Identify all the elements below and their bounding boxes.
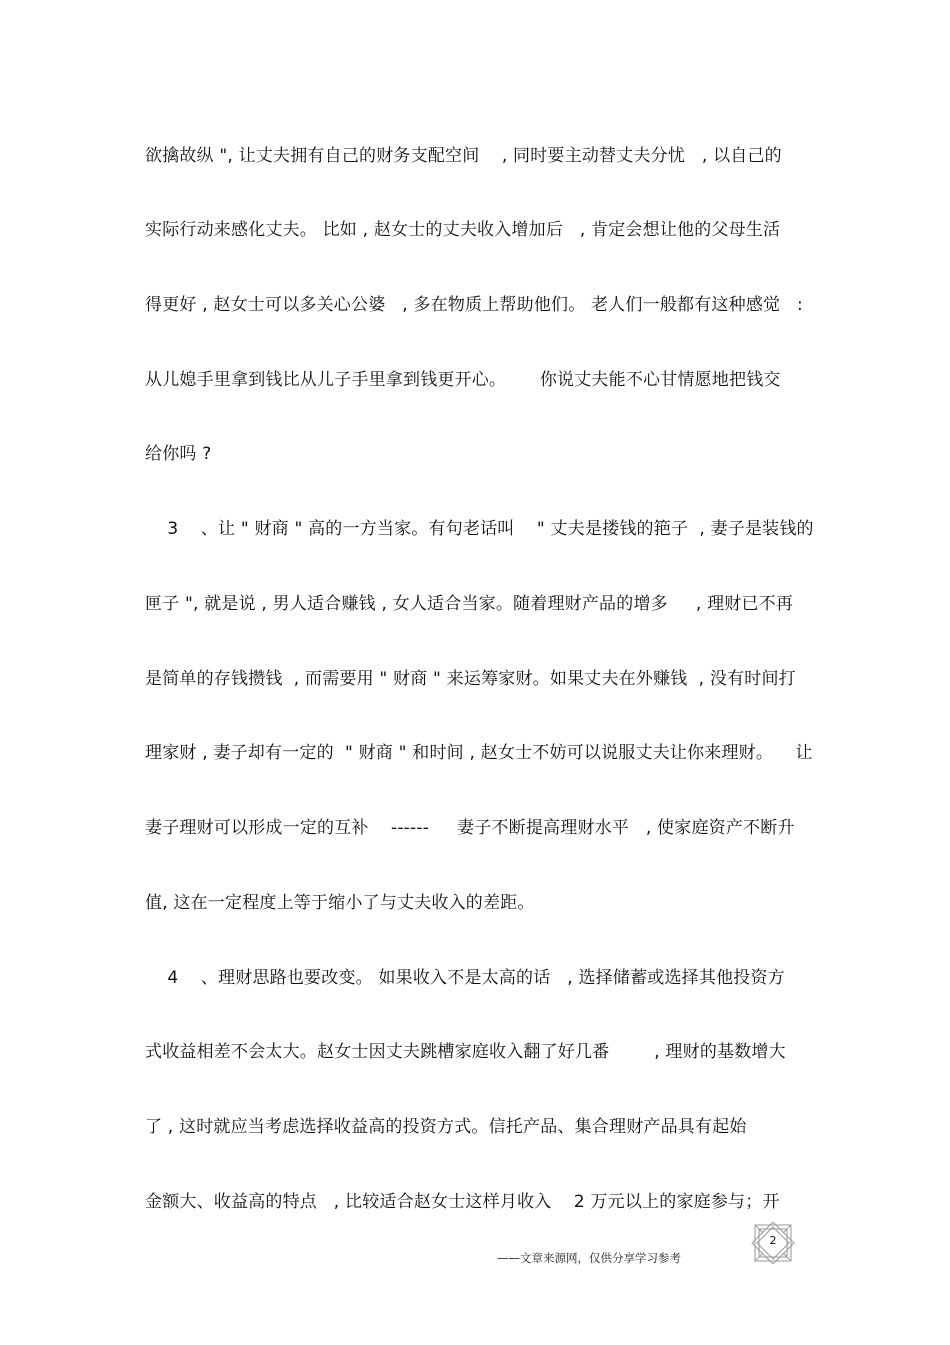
text-line: 了 , 这时就应当考虑选择收益高的投资方式。信托产品、集合理财产品具有起始 bbox=[145, 1117, 747, 1137]
text-line: 妻子理财可以形成一定的互补 ------ 妻子不断提高理财水平 , 使家庭资产不断升 bbox=[145, 818, 795, 838]
page-number-badge bbox=[749, 1222, 797, 1264]
text-line: 匣子 ", 就是说 , 男人适合赚钱 , 女人适合当家。随着理财产品的增多 , 理财已不再 bbox=[145, 594, 794, 614]
text-line: 欲擒故纵 ", 让丈夫拥有自己的财务支配空间 , 同时要主动替丈夫分忧 , 以自己的 bbox=[145, 146, 782, 166]
text-line: 得更好 , 赵女士可以多关心公婆 , 多在物质上帮助他们。 老人们一般都有这种感觉 : bbox=[145, 295, 803, 315]
footer-source-note: ——文章来源网，仅供分享学习参考 bbox=[497, 1251, 681, 1265]
text-line: 金额大、收益高的特点 , 比较适合赵女士这样月收入 2 万元以上的家庭参与；开 bbox=[145, 1192, 780, 1212]
text-line: 理家财 , 妻子却有一定的 " 财商 " 和时间 , 赵女士不妨可以说服丈夫让你来理财。 让 bbox=[145, 743, 813, 763]
text-line: 4 、理财思路也要改变。 如果收入不是太高的话 , 选择储蓄或选择其他投资方 bbox=[145, 968, 785, 988]
text-line: 给你吗 ? bbox=[145, 444, 212, 464]
page-number: 2 bbox=[769, 1234, 777, 1247]
text-line: 实际行动来感化丈夫。 比如 , 赵女士的丈夫收入增加后 , 肯定会想让他的父母生活 bbox=[145, 220, 781, 240]
text-line: 从儿媳手里拿到钱比从儿子手里拿到钱更开心。 你说丈夫能不心甘情愿地把钱交 bbox=[145, 370, 781, 390]
text-line: 值, 这在一定程度上等于缩小了与丈夫收入的差距。 bbox=[145, 893, 535, 913]
text-line: 是简单的存钱攒钱 , 而需要用 " 财商 " 来运筹家财。如果丈夫在外赚钱 , 没有时间打 bbox=[145, 669, 796, 689]
text-line: 3 、让 " 财商 " 高的一方当家。有句老话叫 " 丈夫是搂钱的筢子 , 妻子是装钱的 bbox=[145, 519, 814, 539]
text-line: 式收益相差不会太大。赵女士因丈夫跳槽家庭收入翻了好几番 , 理财的基数增大 bbox=[145, 1042, 786, 1062]
